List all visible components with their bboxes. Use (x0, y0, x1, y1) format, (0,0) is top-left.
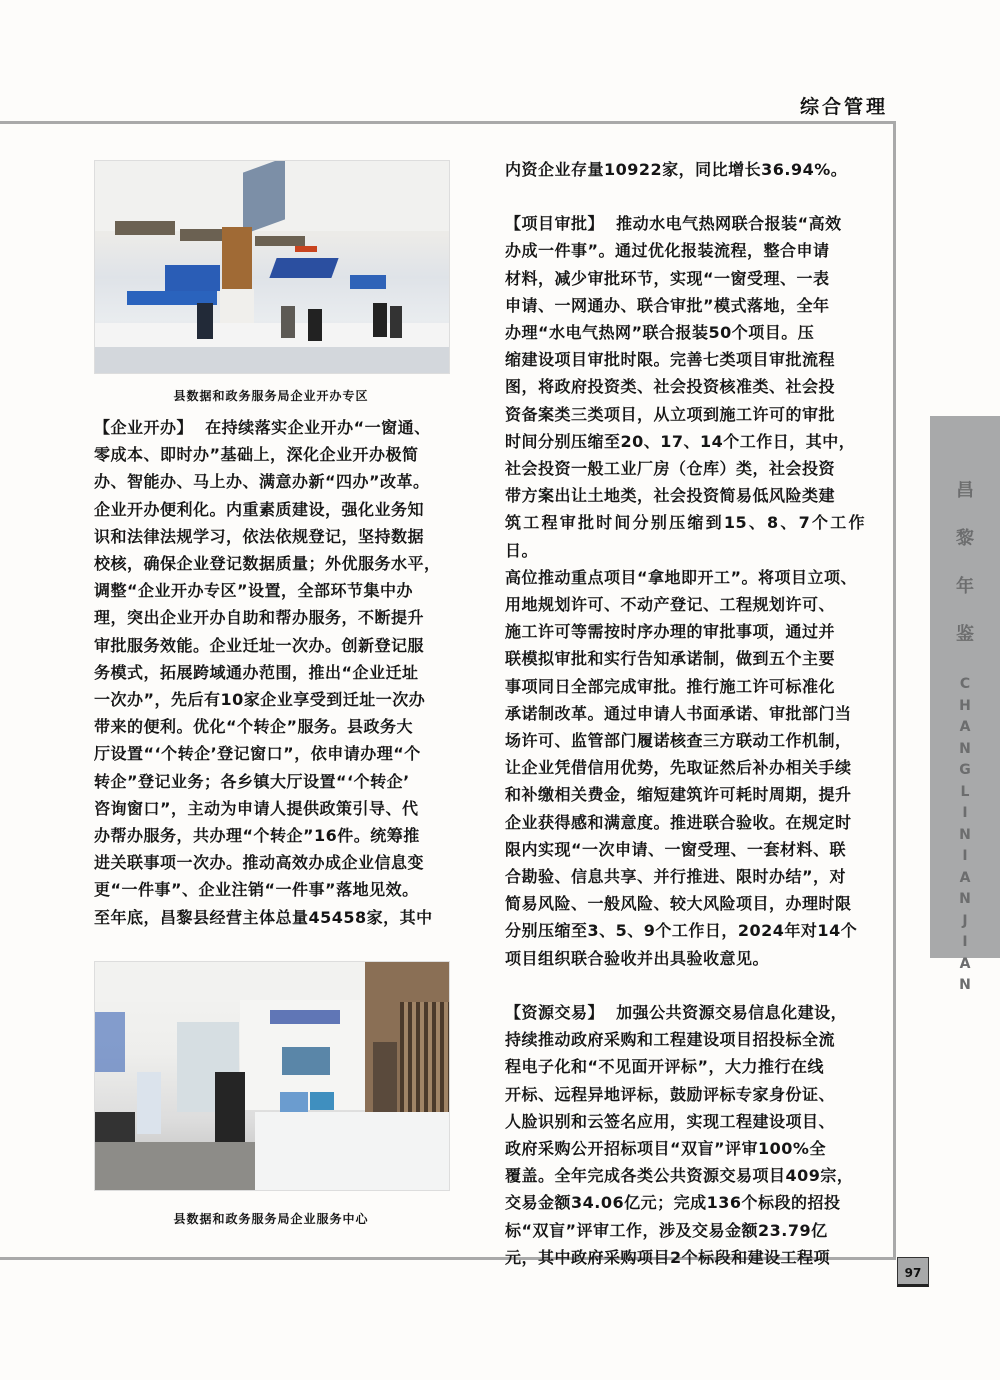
paragraph-line: 覆盖。全年完成各类公共资源交易项目409宗， (505, 1166, 854, 1186)
photo-enterprise-service-center (94, 961, 450, 1191)
paragraph-line: 项目组织联合验收并出具验收意见。 (505, 948, 770, 968)
sidebar-pinyin-letter: H (959, 697, 971, 714)
sidebar-pinyin-letter: G (959, 762, 971, 778)
paragraph-line: 校核，确保企业登记数据质量；外优服务水平， (94, 554, 441, 574)
paragraph-line: 时间分别压缩至20、17、14个工作日，其中， (505, 431, 856, 451)
section-heading-resource-trading: 【资源交易】 (505, 1002, 605, 1022)
sidebar-title-char: 鉴 (956, 624, 974, 645)
sidebar-pinyin-letter: J (962, 912, 968, 929)
paragraph-line: 理，突出企业开办自助和帮办服务，不断提升 (94, 608, 425, 628)
paragraph-line: 至年底，昌黎县经营主体总量45458家，其中 (94, 907, 433, 927)
sidebar-pinyin-letter: N (959, 826, 971, 843)
paragraph-line: 资备案类三类项目，从立项到施工许可的审批 (505, 404, 836, 424)
sidebar-title-char: 年 (956, 576, 974, 597)
sidebar-pinyin-letter: N (959, 891, 971, 907)
paragraph-line: 高位推动重点项目“拿地即开工”。将项目立项、 (505, 567, 858, 587)
right-column-text (505, 156, 865, 1271)
paragraph-line: 办成一件事”。通过优化报装流程，整合申请 (505, 241, 830, 261)
continuation-line: 内资企业存量10922家，同比增长36.94%。 (505, 160, 848, 179)
sidebar-pinyin-letter: I (962, 848, 968, 864)
paragraph-line: 务模式，拓展跨域通办范围，推出“企业迁址 (94, 662, 419, 682)
sidebar-title-char: 昌 (956, 480, 974, 501)
figure-caption: 县数据和政务服务局企业开办专区 (173, 389, 369, 403)
paragraph-line: 咨询窗口”，主动为申请人提供政策引导、代 (94, 798, 419, 818)
section-heading-project-approval: 【项目审批】 (505, 214, 605, 234)
paragraph-line: 材料，减少审批环节，实现“一窗受理、一表 (505, 268, 830, 288)
paragraph-line: 承诺制改革。通过申请人书面承诺、审批部门当 (505, 703, 852, 723)
paragraph-line: 进关联事项一次办。推动高效办成企业信息变 (94, 853, 425, 873)
sidebar-pinyin-letter: A (959, 719, 971, 735)
paragraph-line: 调整“企业开办专区”设置，全部环节集中办 (94, 581, 414, 601)
paragraph-line: 社会投资一般工业厂房（仓库）类，社会投资 (505, 459, 836, 479)
page-number: 97 (897, 1257, 929, 1287)
sidebar-pinyin-letter: A (959, 869, 971, 886)
paragraph-line: 推动水电气热网联合报装“高效 (616, 214, 842, 234)
paragraph-line: 和补缴相关费金，缩短建筑许可耗时周期，提升 (505, 785, 852, 805)
paragraph-line: 企业开办便利化。内重素质建设，强化业务知 (94, 499, 425, 519)
sidebar-pinyin-letter: I (962, 805, 968, 821)
paragraph-line: 让企业凭借信用优势，先取证然后补办相关手续 (505, 758, 852, 778)
paragraph-line: 施工许可等需按时序办理的审批事项，通过并 (505, 622, 836, 642)
paragraph-line: 元，其中政府采购项目2个标段和建设工程项 (505, 1247, 831, 1267)
paragraph-line: 审批服务效能。企业迁址一次办。创新登记服 (94, 635, 425, 655)
paragraph-line: 限内实现“一次申请、一窗受理、一套材料、联 (505, 839, 847, 859)
paragraph-line: 在持续落实企业开办“一窗通、 (205, 418, 431, 437)
paragraph-line: 标“双盲”评审工作，涉及交易金额23.79亿 (505, 1220, 828, 1240)
paragraph-line: 更“一件事”、企业注销“一件事”落地见效。 (94, 880, 419, 900)
paragraph-line: 用地规划许可、不动产登记、工程规划许可、 (505, 595, 836, 615)
paragraph-line: 加强公共资源交易信息化建设， (616, 1002, 848, 1022)
paragraph-line: 简易风险、一般风险、较大风险项目，办理时限 (505, 894, 852, 914)
paragraph-line: 带方案出让土地类，社会投资简易低风险类建 (505, 486, 836, 506)
paragraph-line: 政府采购公开招标项目“双盲”评审100%全 (505, 1138, 826, 1158)
paragraph-line: 带来的便利。优化“个转企”服务。县政务大 (94, 717, 414, 737)
section-header: 综合管理 (800, 96, 889, 118)
paragraph-line: 持续推动政府采购和工程建设项目招投标全流 (505, 1030, 836, 1050)
paragraph-line: 识和法律法规学习，依法依规登记，坚持数据 (94, 526, 425, 546)
sidebar-pinyin-letter: C (959, 676, 971, 692)
sidebar-pinyin-letter: I (962, 934, 968, 950)
paragraph-line: 申请、一网通办、联合审批”模式落地，全年 (505, 295, 830, 315)
paragraph-line: 转企”登记业务；各乡镇大厅设置“‘个转企’ (94, 771, 410, 791)
paragraph-line: 缩建设项目审批时限。完善七类项目审批流程 (505, 350, 836, 370)
photo-enterprise-startup-zone (94, 160, 450, 374)
sidebar-pinyin-letter: N (959, 977, 971, 993)
paragraph-line: 企业获得感和满意度。推进联合验收。在规定时 (505, 812, 852, 832)
paragraph-line: 办理“水电气热网”联合报装50个项目。压 (505, 323, 815, 343)
paragraph-line: 场许可、监管部门履诺核查三方联动工作机制， (505, 731, 852, 751)
paragraph-line: 零成本、即时办”基础上，深化企业开办极简 (94, 445, 419, 465)
figure-caption: 县数据和政务服务局企业服务中心 (173, 1212, 369, 1226)
left-column-text (94, 414, 454, 931)
paragraph-line: 联模拟审批和实行告知承诺制，做到五个主要 (505, 649, 836, 669)
sidebar-pinyin-letter: L (960, 783, 970, 800)
sidebar-book-title-tab (930, 416, 1000, 993)
sidebar-pinyin-letter: A (959, 955, 971, 972)
paragraph-line: 一次办”，先后有10家企业享受到迁址一次办 (94, 690, 426, 710)
paragraph-line: 办、智能办、马上办、满意办新“四办”改革。 (94, 472, 430, 492)
paragraph-line: 交易金额34.06亿元；完成136个标段的招投 (505, 1193, 841, 1213)
sidebar-pinyin-letter: N (959, 740, 971, 757)
paragraph-line: 程电子化和“不见面开评标”，大力推行在线 (505, 1057, 825, 1077)
section-heading-enterprise-startup: 【企业开办】 (94, 418, 194, 437)
paragraph-line: 事项同日全部完成审批。推行施工许可标准化 (505, 676, 836, 696)
paragraph-line: 筑工程审批时间分别压缩到15、8、7个工作日。 (505, 513, 865, 560)
sidebar-title-pinyin (930, 674, 1000, 997)
paragraph-line: 开标、远程异地评标，鼓励评标专家身份证、 (505, 1084, 836, 1104)
sidebar-title-char: 黎 (956, 528, 974, 549)
paragraph-line: 办帮办服务，共办理“个转企”16件。统筹推 (94, 826, 420, 846)
paragraph-line: 人脸识别和云签名应用，实现工程建设项目、 (505, 1111, 836, 1131)
paragraph-line: 分别压缩至3、5、9个工作日，2024年对14个 (505, 921, 858, 941)
paragraph-line: 厅设置“‘个转企’登记窗口”，依申请办理“个 (94, 744, 421, 764)
paragraph-line: 合勘验、信息共享、并行推进、限时办结”，对 (505, 867, 847, 887)
paragraph-line: 图，将政府投资类、社会投资核准类、社会投 (505, 377, 836, 397)
